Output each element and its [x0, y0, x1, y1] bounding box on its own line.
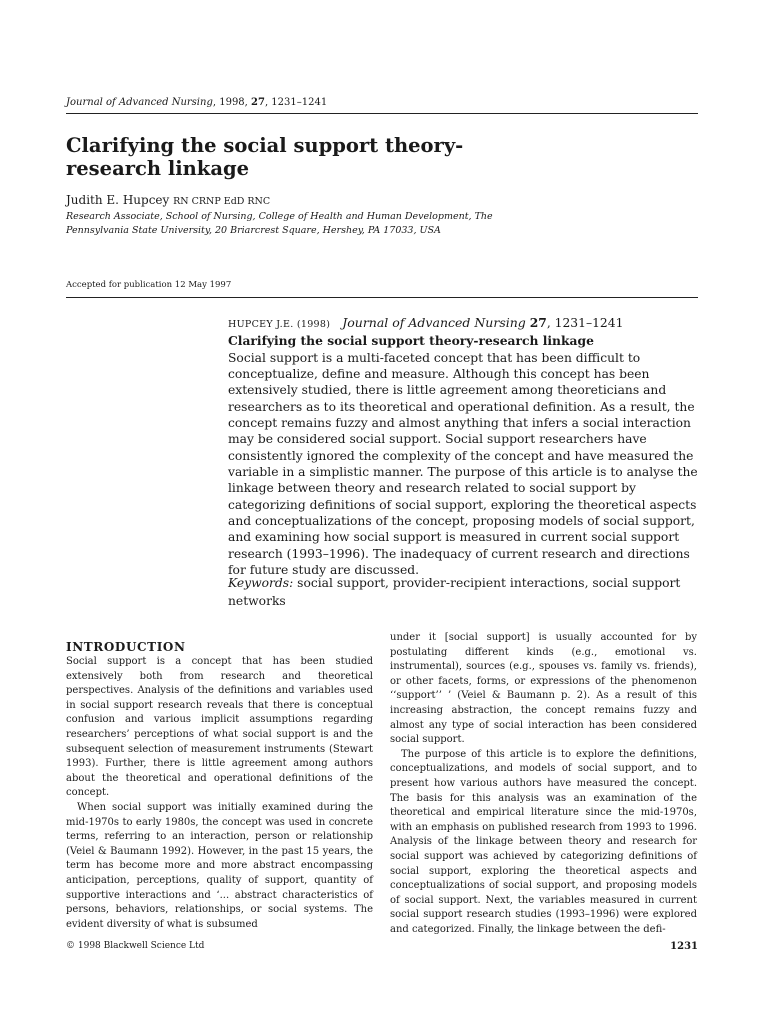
journal-pages: , 1231–1241 [264, 97, 328, 108]
section-heading-introduction: INTRODUCTION [66, 640, 186, 654]
title-block-rule [66, 297, 698, 298]
running-header [66, 97, 327, 108]
author-credentials: RN CRNP EdD RNC [173, 196, 271, 207]
keywords [228, 574, 698, 610]
header-rule [66, 113, 698, 114]
paragraph: When social support was initially examined during the mid-1970s to early 1980s, the concept was used in concrete terms, referring to an interaction, person or relationship (Veiel & Baumann 1992). However, in the past 15 years, the term has become more and more abstract encompassing anticipation, perceptions, quality of support, quantity of supportive interactions and ‘... abstract characteristics of persons, behaviors, relationships, or social systems. The evident diversity of what is subsumed [66, 801, 373, 930]
abstract-citation-volume: 27 [529, 315, 547, 330]
author-affiliation: Research Associate, School of Nursing, College of Health and Human Development, The Pennsylvania State University, 20 Briarcrest Square, Hershey, PA 17033, USA [66, 211, 493, 236]
abstract-citation-journal: Journal of Advanced Nursing [342, 315, 526, 330]
author-name: Judith E. Hupcey [66, 193, 170, 207]
abstract [228, 315, 698, 579]
paragraph: under it [social support] is usually accounted for by postulating different kinds (e.g., emotional vs. instrumental), sources (e.g., spouses vs. family vs. friends), or other facets, forms, or expressions of the phenomenon ‘‘support’’ ’ (Veiel & Baumann p. 2). As a result of this increasing abstraction, the concept remains fuzzy and almost any type of social interaction has been considered social support. [390, 632, 697, 746]
journal-volume: 27 [251, 97, 265, 108]
body-column-left [66, 655, 373, 932]
abstract-body: Social support is a multi-faceted concept that has been difficult to conceptualize, define and measure. Although this concept has been extensively studied, there is little agreement among theoreticians and researchers as to its theoretical and operational definition. As a result, the concept remains fuzzy and almost anything that infers a social interaction may be considered social support. Social support researchers have consistently ignored the complexity of the concept and have measured the variable in a simplistic manner. The purpose of this article is to analyse the linkage between theory and research related to social support by categorizing definitions of social support, exploring the theoretical aspects and conceptualizations of the concept, proposing models of social support, and examining how social support is measured in current social support research (1993–1996). The inadequacy of current research and directions for future study are discussed. [228, 350, 698, 578]
abstract-citation-author: HUPCEY J.E. (1998) [228, 319, 331, 330]
article-title: Clarifying the social support theory-research linkage [66, 134, 464, 180]
abstract-citation-pages: , 1231–1241 [546, 316, 624, 330]
body-column-right [390, 631, 697, 937]
paragraph: Social support is a concept that has been studied extensively both from research and theoretical perspectives. Analysis of the definitions and variables used in social support research reveals that there is conceptual confusion and various implicit assumptions regarding researchers’ perceptions of what social support is and the subsequent selection of measurement instruments (Stewart 1993). Further, there is little agreement among authors about the theoretical and operational definitions of the concept. [66, 656, 373, 799]
author-line [66, 193, 270, 207]
footer-copyright: © 1998 Blackwell Science Ltd [66, 941, 205, 951]
accepted-date: Accepted for publication 12 May 1997 [66, 280, 232, 290]
abstract-title: Clarifying the social support theory-research linkage [228, 333, 594, 349]
keywords-list: social support, provider-recipient interactions, social support networks [228, 576, 681, 608]
keywords-label: Keywords: [228, 576, 294, 590]
journal-year: , 1998, [212, 97, 252, 108]
journal-name: Journal of Advanced Nursing [66, 97, 213, 108]
page-number: 1231 [670, 941, 698, 952]
paragraph: The purpose of this article is to explore the definitions, conceptualizations, and models of social support, and to present how various authors have measured the concept. The basis for this analysis was an examination of the theoretical and empirical literature since the mid-1970s, with an emphasis on published research from 1993 to 1996. Analysis of the linkage between theory and research for social support was achieved by categorizing definitions of social support, exploring the theoretical aspects and conceptualizations of social support, and proposing models of social support. Next, the variables measured in current social support research studies (1993–1996) were explored and categorized. Finally, the linkage between the defi- [390, 748, 697, 935]
